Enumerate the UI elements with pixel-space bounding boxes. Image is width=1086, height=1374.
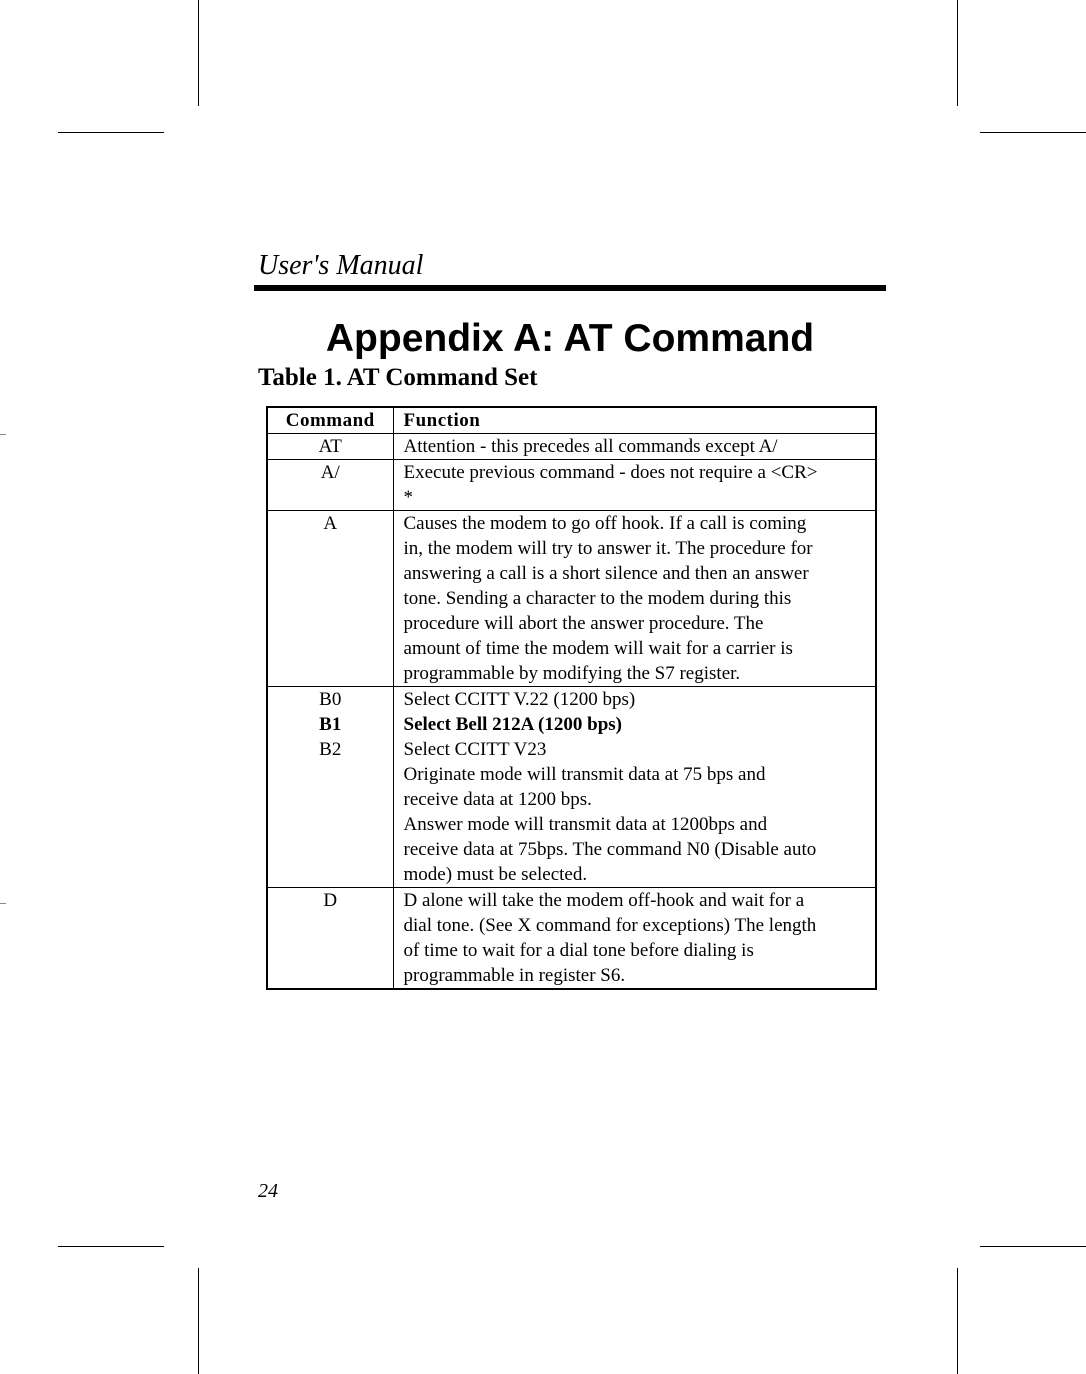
- command-code: D: [323, 890, 338, 911]
- command-column-header: Command: [267, 407, 393, 434]
- command-cell: [267, 460, 393, 511]
- command-code: A/: [320, 462, 340, 483]
- crop-mark: [980, 1246, 1086, 1247]
- command-code: AT: [318, 436, 342, 457]
- command-code: A: [323, 513, 338, 534]
- function-text: dial tone. (See X command for exceptions) The length: [403, 915, 817, 936]
- function-text: Select Bell 212A (1200 bps): [403, 714, 622, 735]
- running-head: User's Manual: [258, 250, 424, 281]
- crop-mark: [198, 1268, 199, 1374]
- function-text: receive data at 75bps. The command N0 (Disable auto: [403, 839, 817, 860]
- function-text: answering a call is a short silence and then an answer: [403, 563, 809, 584]
- header-rule: [254, 285, 886, 291]
- command-cell: [267, 511, 393, 687]
- crop-mark: [980, 132, 1086, 133]
- crop-mark: [957, 0, 958, 106]
- command-cell: [267, 434, 393, 460]
- table-title: Table 1. AT Command Set: [258, 364, 538, 391]
- command-cell: [267, 687, 393, 888]
- edge-tick: [0, 434, 6, 435]
- table-row: [267, 687, 876, 888]
- function-text: D alone will take the modem off-hook and wait for a: [403, 890, 805, 911]
- function-cell: [393, 888, 876, 990]
- function-cell: [393, 687, 876, 888]
- function-cell: [393, 511, 876, 687]
- table-row: [267, 460, 876, 511]
- function-text: programmable in register S6.: [403, 965, 626, 986]
- function-column-header: Function: [393, 407, 876, 434]
- command-code: B2: [319, 739, 342, 760]
- function-text: mode) must be selected.: [403, 864, 588, 885]
- function-text: *: [403, 487, 413, 508]
- function-text: Answer mode will transmit data at 1200bps and: [403, 814, 768, 835]
- function-text: programmable by modifying the S7 register.: [403, 663, 741, 684]
- function-text: Select CCITT V23: [403, 739, 547, 760]
- crop-mark: [957, 1268, 958, 1374]
- function-text: of time to wait for a dial tone before dialing is: [403, 940, 754, 961]
- at-command-table: [266, 406, 877, 990]
- function-text: tone. Sending a character to the modem during this: [403, 588, 792, 609]
- function-text: Execute previous command - does not require a <CR>: [403, 462, 818, 483]
- table-header-row: [267, 407, 876, 434]
- crop-mark: [198, 0, 199, 106]
- table-row: [267, 511, 876, 687]
- command-code: B1: [319, 714, 342, 735]
- function-text: Select CCITT V.22 (1200 bps): [403, 689, 636, 710]
- edge-tick: [0, 903, 6, 904]
- function-text: receive data at 1200 bps.: [403, 789, 592, 810]
- page-number: 24: [258, 1180, 278, 1202]
- appendix-title: Appendix A: AT Command: [325, 317, 815, 360]
- function-text: Causes the modem to go off hook. If a call is coming: [403, 513, 807, 534]
- function-cell: [393, 460, 876, 511]
- function-text: in, the modem will try to answer it. The procedure for: [403, 538, 813, 559]
- function-text: procedure will abort the answer procedure. The: [403, 613, 764, 634]
- command-code: B0: [319, 689, 342, 710]
- command-cell: [267, 888, 393, 990]
- table-row: [267, 888, 876, 990]
- function-text: Originate mode will transmit data at 75 bps and: [403, 764, 766, 785]
- table-row: [267, 434, 876, 460]
- function-text: amount of time the modem will wait for a carrier is: [403, 638, 793, 659]
- function-cell: [393, 434, 876, 460]
- crop-mark: [58, 132, 164, 133]
- function-text: Attention - this precedes all commands except A/: [403, 436, 778, 457]
- crop-mark: [58, 1246, 164, 1247]
